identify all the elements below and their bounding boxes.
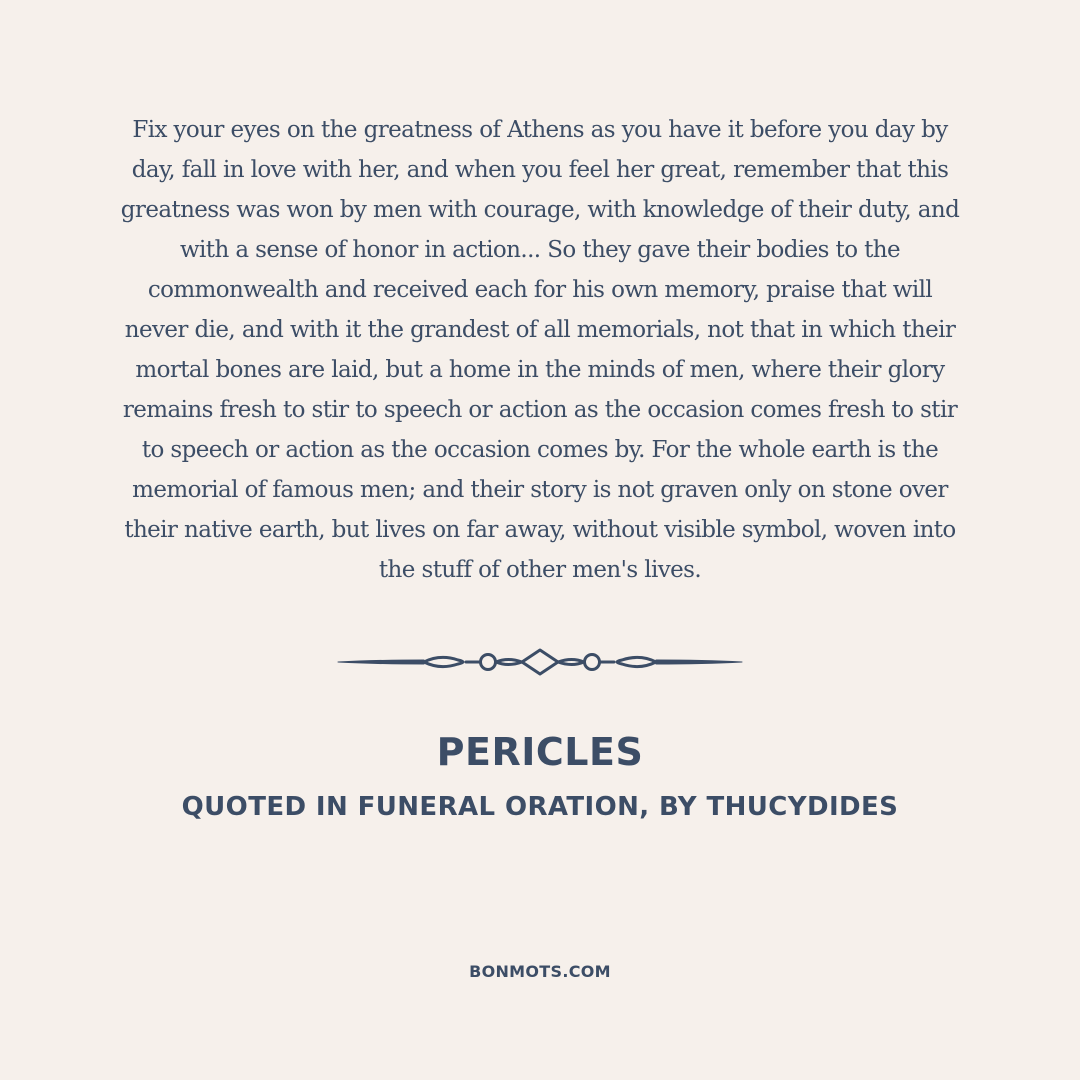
author-name: PERICLES — [436, 730, 644, 774]
quote-line: memorial of famous men; and their story is not graven only on stone over — [132, 477, 948, 503]
quote-line: with a sense of honor in action... So they gave their bodies to the — [179, 237, 901, 263]
quote-line: mortal bones are laid, but a home in the minds of men, where their glory — [135, 357, 945, 383]
quote-line: their native earth, but lives on far away, without visible symbol, woven into — [124, 517, 956, 543]
quote-line: Fix your eyes on the greatness of Athens as you have it before you day by — [132, 117, 948, 143]
ornamental-flourish-icon — [336, 645, 744, 679]
quote-line: never die, and with it the grandest of all memorials, not that in which their — [124, 317, 956, 343]
quote-line: remains fresh to stir to speech or action as the occasion comes fresh to stir — [122, 397, 958, 423]
quote-line: the stuff of other men's lives. — [378, 557, 702, 583]
quote-source: QUOTED IN FUNERAL ORATION, BY THUCYDIDES — [181, 792, 899, 822]
quote-line: greatness was won by men with courage, with knowledge of their duty, and — [120, 197, 960, 223]
quote-line: to speech or action as the occasion comes by. For the whole earth is the — [141, 437, 939, 463]
site-watermark: BONMOTS.COM — [469, 962, 611, 981]
quote-line: day, fall in love with her, and when you feel her great, remember that this — [131, 157, 949, 183]
quote-text — [100, 110, 980, 590]
quote-line: commonwealth and received each for his own memory, praise that will — [147, 277, 933, 303]
